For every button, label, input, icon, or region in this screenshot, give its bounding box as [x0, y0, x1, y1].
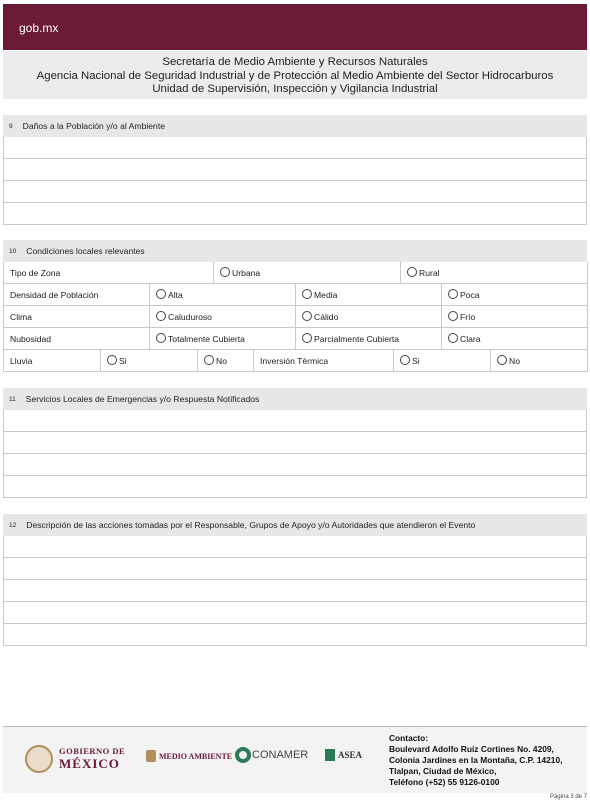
- section-12-number: 12: [9, 521, 17, 529]
- nubosidad-row: [4, 328, 587, 350]
- section-9-number: 9: [9, 122, 13, 130]
- option-lluvia-no[interactable]: No: [198, 350, 254, 372]
- text-row[interactable]: [4, 476, 586, 498]
- gob-logo-line1: GOBIERNO DE: [59, 746, 126, 756]
- footer: [3, 727, 587, 793]
- radio-icon[interactable]: [497, 355, 507, 365]
- option-clara[interactable]: Clara: [442, 328, 588, 350]
- radio-icon[interactable]: [156, 311, 166, 321]
- text-row[interactable]: [4, 432, 586, 454]
- radio-icon[interactable]: [220, 267, 230, 277]
- clima-label: Clima: [4, 306, 150, 328]
- contact-block: [389, 733, 562, 788]
- densidad-label: Densidad de Población: [4, 284, 150, 306]
- radio-icon[interactable]: [204, 355, 214, 365]
- contact-phone: Teléfono (+52) 55 9126-0100: [389, 777, 500, 787]
- agency-header: [3, 51, 587, 99]
- option-lluvia-si[interactable]: Si: [101, 350, 198, 372]
- text-row[interactable]: [4, 203, 586, 225]
- option-inversion-no[interactable]: No: [491, 350, 588, 372]
- option-alta[interactable]: Alta: [150, 284, 296, 306]
- conditions-grid: [3, 262, 587, 372]
- section-9-fields: [3, 137, 587, 225]
- radio-icon[interactable]: [302, 311, 312, 321]
- text-row[interactable]: [4, 137, 586, 159]
- radio-icon[interactable]: [400, 355, 410, 365]
- section-12-fields: [3, 536, 587, 646]
- tipo-zona-row: [4, 262, 587, 284]
- text-row[interactable]: [4, 558, 586, 580]
- eagle-seal-icon: [25, 745, 53, 773]
- text-row[interactable]: [4, 181, 586, 203]
- text-row[interactable]: [4, 454, 586, 476]
- radio-icon[interactable]: [448, 289, 458, 299]
- radio-icon[interactable]: [448, 311, 458, 321]
- option-caluduroso[interactable]: Caluduroso: [150, 306, 296, 328]
- section-11-number: 11: [9, 395, 16, 403]
- agency-line-2: Agencia Nacional de Seguridad Industrial y de Protección al Medio Ambiente del Sector Hidrocarburos: [36, 69, 554, 82]
- inversion-label: Inversión Térmica: [254, 350, 394, 372]
- clima-row: [4, 306, 587, 328]
- section-12-title: Descripción de las acciones tomadas por el Responsable, Grupos de Apoyo y/o Autoridades que atendieron el Evento: [26, 520, 476, 530]
- section-9-title: Daños a la Población y/o al Ambiente: [22, 121, 165, 131]
- medio-ambiente-logo: MEDIO AMBIENTE: [146, 750, 232, 762]
- radio-icon[interactable]: [302, 333, 312, 343]
- seal-icon: [146, 750, 156, 762]
- radio-icon[interactable]: [407, 267, 417, 277]
- section-11-fields: [3, 410, 587, 498]
- agency-line-1: Secretaría de Medio Ambiente y Recursos Naturales: [162, 56, 428, 68]
- option-totalmente-cubierta[interactable]: Totalmente Cubierta: [150, 328, 296, 350]
- section-11-title: Servicios Locales de Emergencias y/o Respuesta Notificados: [25, 394, 260, 404]
- contact-line: Boulevard Adolfo Ruiz Cortines No. 4209,: [389, 744, 554, 754]
- option-poca[interactable]: Poca: [442, 284, 588, 306]
- radio-icon[interactable]: [156, 289, 166, 299]
- option-parcialmente-cubierta[interactable]: Parcialmente Cubierta: [296, 328, 442, 350]
- section-10-header: [3, 240, 587, 262]
- option-calido[interactable]: Cálido: [296, 306, 442, 328]
- page-number: Página 3 de 7: [549, 794, 587, 800]
- text-row[interactable]: [4, 410, 586, 432]
- gob-logo-line2: MÉXICO: [59, 756, 120, 771]
- text-row[interactable]: [4, 602, 586, 624]
- option-inversion-si[interactable]: Si: [394, 350, 491, 372]
- conamer-logo: CONAMER: [235, 747, 308, 763]
- text-row[interactable]: [4, 624, 586, 646]
- section-9-header: [3, 115, 587, 137]
- agency-line-3: Unidad de Supervisión, Inspección y Vigilancia Industrial: [152, 83, 438, 95]
- lluvia-label: Lluvia: [4, 350, 101, 372]
- gobierno-de-mexico-logo: [25, 745, 125, 773]
- asea-logo: ASEA: [325, 749, 362, 761]
- top-bar: [3, 4, 587, 50]
- section-10-title: Condiciones locales relevantes: [26, 246, 145, 256]
- radio-icon[interactable]: [448, 333, 458, 343]
- conamer-mark-icon: [235, 747, 251, 763]
- section-12-header: [3, 514, 587, 536]
- text-row[interactable]: [4, 159, 586, 181]
- text-row[interactable]: [4, 536, 586, 558]
- brand-link[interactable]: gob.mx: [19, 21, 59, 35]
- nubosidad-label: Nubosidad: [4, 328, 150, 350]
- option-urbana[interactable]: Urbana: [214, 262, 401, 284]
- contact-line: Colonia Jardines en la Montaña, C.P. 14210,: [389, 755, 563, 765]
- densidad-row: [4, 284, 587, 306]
- contact-title: Contacto:: [389, 733, 429, 743]
- option-frio[interactable]: Frío: [442, 306, 588, 328]
- radio-icon[interactable]: [156, 333, 166, 343]
- tipo-zona-label: Tipo de Zona: [4, 262, 214, 284]
- section-10-number: 10: [9, 247, 17, 255]
- section-11-header: [3, 388, 587, 410]
- text-row[interactable]: [4, 580, 586, 602]
- radio-icon[interactable]: [302, 289, 312, 299]
- lluvia-inversion-row: [4, 350, 587, 372]
- contact-line: Tlalpan, Ciudad de México,: [389, 766, 497, 776]
- asea-mark-icon: [325, 749, 335, 761]
- option-rural[interactable]: Rural: [401, 262, 588, 284]
- radio-icon[interactable]: [107, 355, 117, 365]
- option-media[interactable]: Media: [296, 284, 442, 306]
